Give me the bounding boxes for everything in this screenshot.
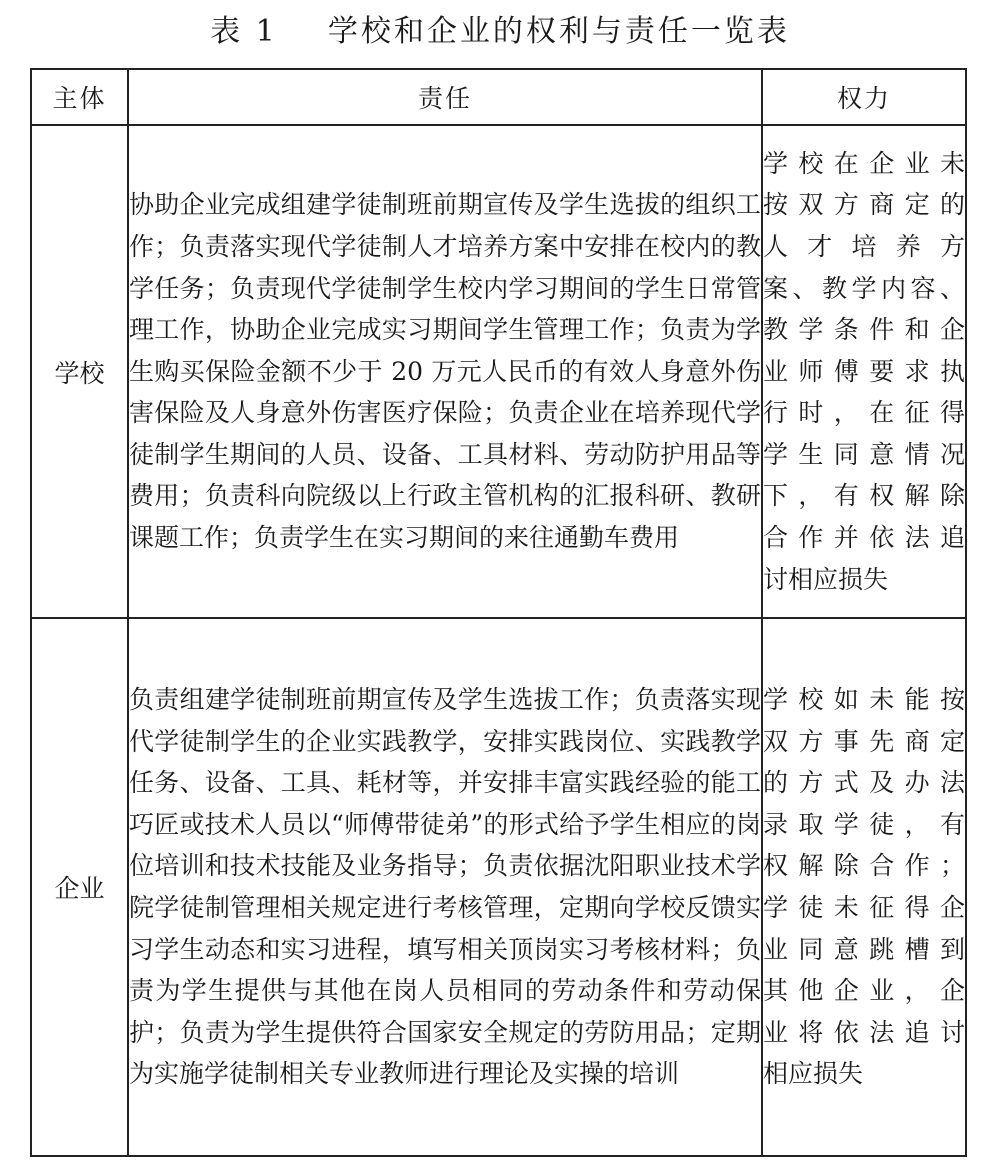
rights-line: 学生同意情况 — [763, 439, 965, 469]
header-rights: 权力 — [762, 69, 966, 125]
table-header-row — [31, 69, 966, 125]
responsibility-cell-enterprise: 负责组建学徒制班前期宣传及学生选拔工作；负责落实现代学徒制学生的企业实践教学，安排实践岗位、实践教学任务、设备、工具、耗材等，并安排丰富实践经验的能工巧匠或技术人员以“师傅带徒弟”的形式给予学生相应的岗位培训和技术技能及业务指导；负责依据沈阳职业技术学院学徒制管理相关规定进行考核管理，定期向学校反馈实习学生动态和实习进程，填写相关顶岗实习考核材料；负责为学生提供与其他在岗人员相同的劳动条件和劳动保护；负责为学生提供符合国家安全规定的劳防用品；定期为实施学徒制相关专业教师进行理论及实操的培训 — [128, 618, 762, 1156]
rights-line: 行时，在征得 — [763, 398, 965, 428]
rights-cell-school — [762, 125, 966, 618]
rights-line: 的方式及办法 — [763, 768, 965, 798]
rights-line: 双方事先商定 — [763, 726, 965, 756]
rights-cell-enterprise — [762, 618, 966, 1156]
table-title: 表 1 学校和企业的权利与责任一览表 — [210, 14, 790, 49]
rights-line: 人才培养方 — [763, 231, 965, 261]
rights-line: 学校在企业未 — [763, 148, 965, 178]
rights-line: 相应损失 — [763, 1059, 864, 1089]
rights-line: 权解除合作； — [763, 851, 965, 881]
subject-cell-enterprise: 企业 — [31, 618, 128, 1156]
rights-line: 业同意跳槽到 — [763, 934, 965, 964]
rights-line: 其他企业，企 — [763, 976, 965, 1006]
rights-responsibilities-table — [30, 68, 967, 1157]
responsibility-cell-school: 协助企业完成组建学徒制班前期宣传及学生选拔的组织工作；负责落实现代学徒制人才培养方案中安排在校内的教学任务；负责现代学徒制学生校内学习期间的学生日常管理工作，协助企业完成实习期间学生管理工作；负责为学生购买保险金额不少于 20 万元人民币的有效人身意外伤害保险及人身意外伤害医疗保险；负责企业在培养现代学徒制学生期间的人员、设备、工具材料、劳动防护用品等费用；负责科向院级以上行政主管机构的汇报科研、教研课题工作；负责学生在实习期间的来往通勤车费用 — [128, 125, 762, 618]
rights-line: 录取学徒，有 — [763, 809, 965, 839]
rights-line: 教学条件和企 — [763, 315, 965, 345]
rights-line: 下，有权解除 — [763, 481, 965, 511]
rights-line: 业师傅要求执 — [763, 356, 965, 386]
table-row-school — [31, 125, 966, 618]
rights-line: 按双方商定的 — [763, 190, 965, 220]
rights-line: 业将依法追讨 — [763, 1017, 965, 1047]
header-subject: 主体 — [31, 69, 128, 125]
rights-line: 讨相应损失 — [763, 564, 889, 594]
rights-line: 学徒未征得企 — [763, 893, 965, 922]
header-responsibility: 责任 — [128, 69, 762, 125]
rights-line: 合作并依法追 — [763, 523, 965, 553]
table-row-enterprise — [31, 618, 966, 1156]
subject-cell-school: 学校 — [31, 125, 128, 618]
rights-line: 案、教学内容、 — [763, 273, 965, 303]
rights-line: 学校如未能按 — [763, 685, 965, 715]
